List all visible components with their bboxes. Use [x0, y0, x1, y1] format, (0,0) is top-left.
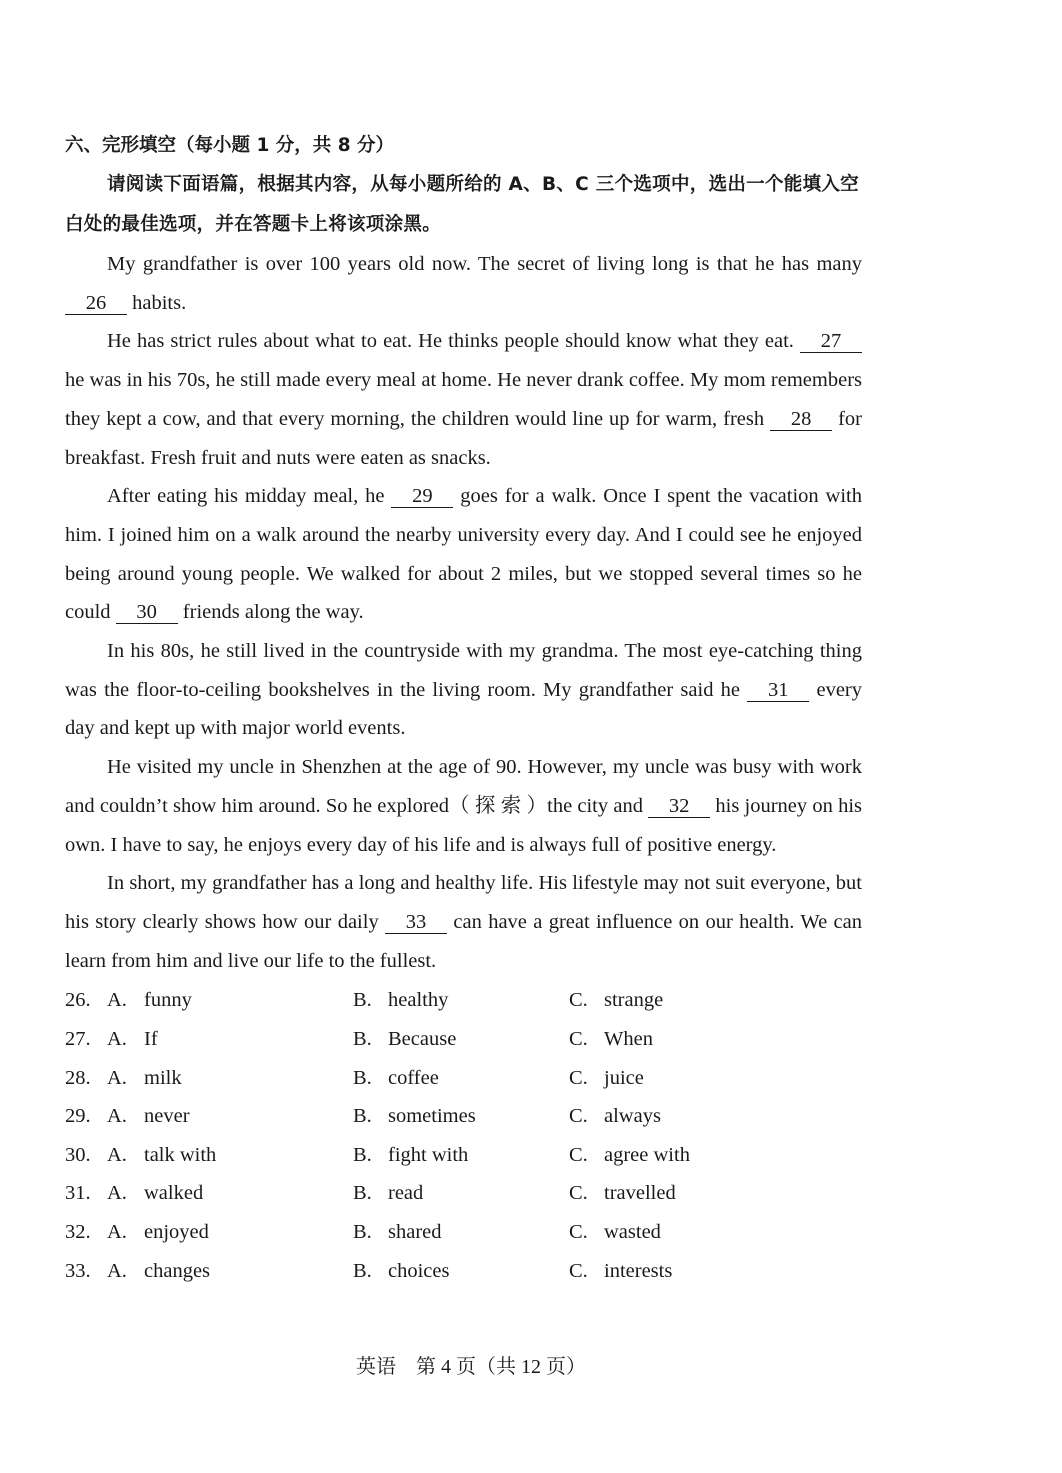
paragraph-4: In his 80s, he still lived in the countryside with my grandma. The most eye-catching thing was the floor-to-ceiling bookshelves in the living room. My grandfather said he 31 every day and kept up with major world events. [65, 640, 862, 740]
option-letter-c: C. [569, 989, 588, 1012]
question-number: 30. [65, 1143, 91, 1166]
option-letter-c: C. [569, 1105, 588, 1128]
question-number: 27. [65, 1027, 91, 1050]
answer-options [65, 981, 862, 1290]
option-letter-b: B. [353, 1105, 372, 1128]
option-b: choices [388, 1259, 450, 1282]
option-a: enjoyed [144, 1220, 209, 1243]
option-b: shared [388, 1220, 442, 1243]
option-row-32 [65, 1213, 862, 1252]
option-letter-c: C. [569, 1143, 588, 1166]
blank-33: 33 [385, 911, 447, 934]
question-number: 29. [65, 1105, 91, 1128]
section-instruction: 请阅读下面语篇，根据其内容，从每小题所给的 A、B、C 三个选项中，选出一个能填入空白处的最佳选项，并在答题卡上将该项涂黑。 [65, 174, 859, 235]
question-number: 32. [65, 1220, 91, 1243]
option-b: fight with [388, 1143, 469, 1166]
option-c: always [604, 1105, 661, 1128]
paragraph-6: In short, my grandfather has a long and healthy life. His lifestyle may not suit everyone, but his story clearly shows how our daily 33 can have a great influence on our health. We can learn from him and live our life to the fullest. [65, 872, 862, 972]
option-b: Because [388, 1027, 457, 1050]
blank-26: 26 [65, 292, 127, 315]
blank-31: 31 [747, 679, 809, 702]
question-number: 26. [65, 989, 91, 1012]
option-b: coffee [388, 1066, 439, 1089]
option-c: strange [604, 989, 664, 1012]
question-number: 28. [65, 1066, 91, 1089]
page-footer: 英语 第 4 页（共 12 页） [356, 1356, 586, 1378]
option-b: read [388, 1182, 424, 1205]
option-b: sometimes [388, 1105, 476, 1128]
option-letter-c: C. [569, 1220, 588, 1243]
option-a: milk [144, 1066, 182, 1089]
option-letter-c: C. [569, 1259, 588, 1282]
cloze-passage [65, 245, 862, 980]
option-c: agree with [604, 1143, 690, 1166]
blank-29: 29 [391, 485, 453, 508]
option-letter-b: B. [353, 1027, 372, 1050]
option-letter-b: B. [353, 1066, 372, 1089]
option-c: When [604, 1027, 653, 1050]
option-b: healthy [388, 989, 449, 1012]
paragraph-2: He has strict rules about what to eat. He thinks people should know what they eat. 27 he was in his 70s, he still made every meal at home. He never drank coffee. My mom remembers they kept a cow, and that every morning, the children would line up for warm, fresh 28 for breakfast. Fresh fruit and nuts were eaten as snacks. [65, 330, 862, 469]
option-c: interests [604, 1259, 673, 1282]
option-letter-a: A. [107, 989, 127, 1012]
option-letter-c: C. [569, 1027, 588, 1050]
option-letter-b: B. [353, 1259, 372, 1282]
option-row-31 [65, 1174, 862, 1213]
option-c: wasted [604, 1220, 661, 1243]
question-number: 31. [65, 1182, 91, 1205]
option-letter-b: B. [353, 1182, 372, 1205]
option-row-30 [65, 1136, 862, 1175]
option-letter-a: A. [107, 1220, 127, 1243]
option-letter-a: A. [107, 1027, 127, 1050]
blank-28: 28 [770, 408, 832, 431]
option-letter-c: C. [569, 1182, 588, 1205]
option-a: changes [144, 1259, 211, 1282]
option-row-33 [65, 1252, 862, 1291]
option-letter-b: B. [353, 1220, 372, 1243]
option-a: never [144, 1105, 190, 1128]
option-a: If [144, 1027, 158, 1050]
option-a: funny [144, 989, 192, 1012]
blank-30: 30 [116, 601, 178, 624]
option-row-26 [65, 981, 862, 1020]
question-number: 33. [65, 1259, 91, 1282]
cloze-section [65, 127, 862, 1290]
paragraph-3: After eating his midday meal, he 29 goes for a walk. Once I spent the vacation with him. I joined him on a walk around the nearby university every day. And I could see he enjoyed being around young people. We walked for about 2 miles, but we stopped several times so he could 30 friends along the way. [65, 485, 862, 624]
option-letter-a: A. [107, 1182, 127, 1205]
option-row-27 [65, 1020, 862, 1059]
option-letter-b: B. [353, 989, 372, 1012]
option-a: walked [144, 1182, 204, 1205]
blank-32: 32 [648, 795, 710, 818]
section-title: 六、完形填空（每小题 1 分，共 8 分） [65, 135, 395, 156]
paragraph-1: My grandfather is over 100 years old now. The secret of living long is that he has many 26 habits. [65, 245, 862, 322]
paragraph-5: He visited my uncle in Shenzhen at the age of 90. However, my uncle was busy with work and couldn’t show him around. So he explored（ 探 索 ）the city and 32 his journey on his own. I have to say, he enjoys every day of his life and is always full of positive energy. [65, 756, 863, 856]
option-row-29 [65, 1097, 862, 1136]
option-letter-a: A. [107, 1259, 127, 1282]
option-c: travelled [604, 1182, 676, 1205]
option-letter-a: A. [107, 1143, 127, 1166]
option-row-28 [65, 1059, 862, 1098]
option-letter-c: C. [569, 1066, 588, 1089]
option-letter-a: A. [107, 1105, 127, 1128]
blank-27: 27 [800, 330, 862, 353]
option-c: juice [604, 1066, 644, 1089]
option-letter-a: A. [107, 1066, 127, 1089]
option-letter-b: B. [353, 1143, 372, 1166]
option-a: talk with [144, 1143, 217, 1166]
